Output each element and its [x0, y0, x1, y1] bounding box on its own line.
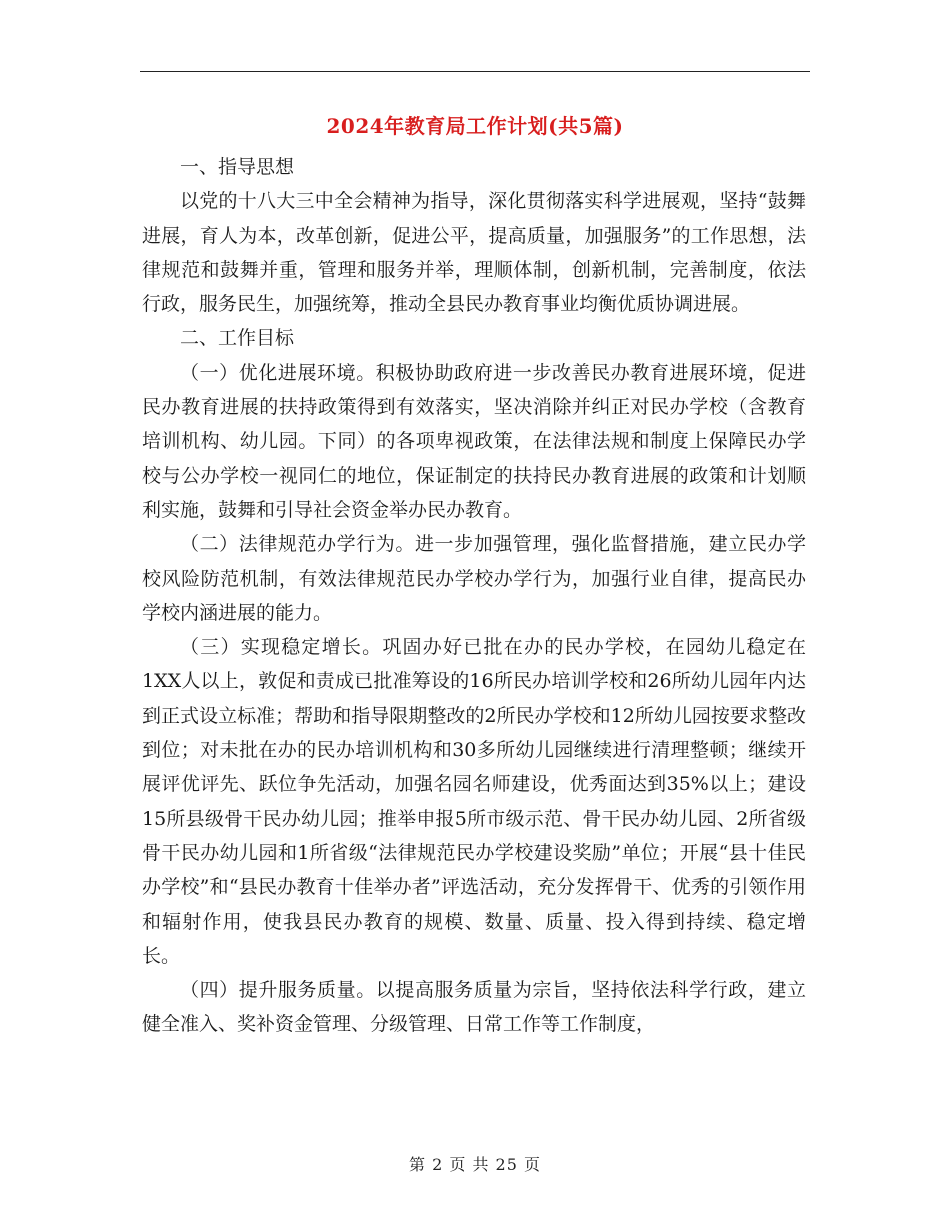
document-title: 2024年教育局工作计划(共5篇)	[326, 114, 624, 138]
section-heading-guiding-ideology: 一、指导思想	[180, 156, 295, 178]
page-number-footer: 第 2 页 共 25 页	[409, 1155, 541, 1174]
paragraph-goal-2: （二）法律规范办学行为。进一步加强管理，强化监督措施，建立民办学校风险防范机制，有效法律规范民办学校办学行为，加强行业自律，提高民办学校内涵进展的能力。	[142, 533, 806, 624]
paragraph-goal-4: （四）提升服务质量。以提高服务质量为宗旨，坚持依法科学行政，建立健全准入、奖补资金管理、分级管理、日常工作等工作制度，	[142, 979, 806, 1036]
paragraph-goal-3: （三）实现稳定增长。巩固办好已批在办的民办学校，在园幼儿稳定在1XX人以上，敦促和责成已批准筹设的16所民办培训学校和26所幼儿园年内达到正式设立标准；帮助和指导限期整改的2所民办学校和12所幼儿园按要求整改到位；对未批在办的民办培训机构和30多所幼儿园继续进行清理整顿；继续开展评优评先、跃位争先活动，加强名园名师建设，优秀面达到35%以上；建设15所县级骨干民办幼儿园；推举申报5所市级示范、骨干民办幼儿园、2所省级骨干民办幼儿园和1所省级“法律规范民办学校建设奖励”单位；开展“县十佳民办学校”和“县民办教育十佳举办者”评选活动，充分发挥骨干、优秀的引领作用和辐射作用，使我县民办教育的规模、数量、质量、投入得到持续、稳定增长。	[142, 636, 806, 967]
paragraph-goal-1: （一）优化进展环境。积极协助政府进一步改善民办教育进展环境，促进民办教育进展的扶持政策得到有效落实，坚决消除并纠正对民办学校（含教育培训机构、幼儿园。下同）的各项卑视政策，在法律法规和制度上保障民办学校与公办学校一视同仁的地位，保证制定的扶持民办教育进展的政策和计划顺利实施，鼓舞和引导社会资金举办民办教育。	[142, 361, 806, 521]
document-body	[142, 150, 806, 1042]
top-rule	[140, 71, 810, 72]
paragraph-guiding-ideology: 以党的十八大三中全会精神为指导，深化贯彻落实科学进展观，坚持“鼓舞进展，育人为本，改革创新，促进公平，提高质量，加强服务”的工作思想，法律规范和鼓舞并重，管理和服务并举，理顺体制，创新机制，完善制度，依法行政，服务民生，加强统筹，推动全县民办教育事业均衡优质协调进展。	[142, 190, 806, 316]
section-heading-work-goals: 二、工作目标	[180, 327, 295, 350]
